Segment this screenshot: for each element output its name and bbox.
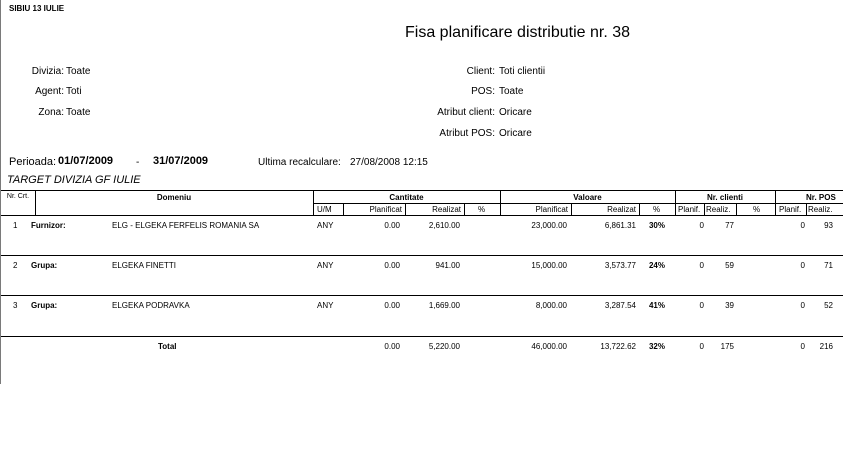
subheader-pos-realiz: Realiz.	[808, 205, 833, 214]
row-type: Grupa:	[31, 301, 58, 310]
row-name: ELGEKA PODRAVKA	[112, 301, 190, 310]
col-divider	[806, 203, 807, 215]
filter-label-agent: Agent:	[35, 86, 64, 97]
period-end: 31/07/2009	[153, 155, 209, 167]
row-cli-real: 77	[725, 221, 734, 230]
row-um: ANY	[317, 261, 334, 270]
row-name: ELG - ELGEKA FERFELIS ROMANIA SA	[112, 221, 260, 230]
row-val-real: 3,287.54	[604, 301, 636, 310]
row-val-plan: 23,000.00	[531, 221, 567, 230]
recalc-value: 27/08/2008 12:15	[350, 157, 428, 168]
row-cli-real: 39	[725, 301, 734, 310]
row-val-plan: 8,000.00	[535, 301, 567, 310]
header-nr-pos: Nr. POS	[806, 193, 836, 202]
row-nr: 2	[13, 261, 18, 270]
total-val-real: 13,722.62	[600, 342, 636, 351]
table-top-border	[1, 190, 843, 191]
total-cli-plan: 0	[699, 342, 704, 351]
row-um: ANY	[317, 301, 334, 310]
row-qty-real: 941.00	[435, 261, 460, 270]
total-separator	[1, 336, 843, 337]
row-pos-plan: 0	[800, 261, 805, 270]
row-pos-plan: 0	[800, 301, 805, 310]
row-qty-plan: 0.00	[384, 261, 400, 270]
total-val-plan: 46,000.00	[531, 342, 567, 351]
total-label: Total	[158, 342, 177, 351]
total-pos-plan: 0	[800, 342, 805, 351]
row-type: Furnizor:	[31, 221, 66, 230]
subheader-qty-planificat: Planificat	[369, 205, 402, 214]
target-title: TARGET DIVIZIA GF IULIE	[7, 174, 141, 186]
subheader-um: U/M	[317, 205, 332, 214]
header-bottom-border	[1, 215, 843, 216]
row-qty-plan: 0.00	[384, 301, 400, 310]
row-cli-real: 59	[725, 261, 734, 270]
row-um: ANY	[317, 221, 334, 230]
company-name: SIBIU 13 IULIE	[9, 4, 65, 13]
row-pos-real: 52	[824, 301, 833, 310]
col-divider	[464, 203, 465, 215]
total-qty-real: 5,220.00	[428, 342, 460, 351]
header-domeniu: Domeniu	[156, 193, 192, 202]
row-separator-1	[1, 255, 843, 256]
header-cantitate: Cantitate	[389, 193, 424, 202]
row-val-pct: 41%	[648, 301, 665, 310]
report-title: Fisa planificare distributie nr. 38	[405, 24, 630, 41]
subheader-val-pct: %	[653, 205, 661, 214]
filter-label-zona: Zona:	[38, 107, 64, 118]
subheader-cli-pct: %	[753, 205, 761, 214]
period-label: Perioada:	[9, 156, 57, 168]
total-cli-real: 175	[720, 342, 734, 351]
row-val-real: 3,573.77	[604, 261, 636, 270]
header-valoare: Valoare	[573, 193, 602, 202]
col-divider	[343, 203, 344, 215]
subheader-val-realizat: Realizat	[607, 205, 636, 214]
row-pos-plan: 0	[800, 221, 805, 230]
total-val-pct: 32%	[648, 342, 665, 351]
row-qty-real: 2,610.00	[428, 221, 460, 230]
filter-label-atribut-client: Atribut client:	[437, 107, 495, 118]
row-pos-real: 93	[824, 221, 833, 230]
subheader-pos-planif: Planif.	[779, 205, 802, 214]
recalc-label: Ultima recalculare:	[258, 157, 341, 168]
header-nr-crt: Nr. Crt.	[6, 193, 30, 200]
col-divider	[639, 203, 640, 215]
total-pos-real: 216	[819, 342, 833, 351]
filter-value-atribut-client: Oricare	[499, 107, 532, 118]
row-val-plan: 15,000.00	[531, 261, 567, 270]
row-val-pct: 24%	[648, 261, 665, 270]
filter-label-divizia: Divizia:	[31, 66, 64, 77]
col-divider	[736, 203, 737, 215]
subheader-cli-realiz: Realiz.	[706, 205, 731, 214]
filter-value-agent: Toti	[66, 86, 82, 97]
row-cli-plan: 0	[699, 261, 704, 270]
subheader-qty-pct: %	[478, 205, 486, 214]
header-divider	[313, 203, 843, 204]
filter-value-divizia: Toate	[66, 66, 91, 77]
col-divider	[405, 203, 406, 215]
row-separator-2	[1, 295, 843, 296]
row-nr: 1	[13, 221, 18, 230]
col-divider	[704, 203, 705, 215]
filter-label-client: Client:	[466, 66, 495, 77]
row-type: Grupa:	[31, 261, 58, 270]
subheader-qty-realizat: Realizat	[432, 205, 461, 214]
row-pos-real: 71	[824, 261, 833, 270]
row-qty-plan: 0.00	[384, 221, 400, 230]
period-separator: -	[136, 157, 140, 168]
filter-label-atribut-pos: Atribut POS:	[439, 128, 495, 139]
period-start: 01/07/2009	[58, 155, 114, 167]
col-divider	[571, 203, 572, 215]
filter-value-atribut-pos: Oricare	[499, 128, 532, 139]
row-val-pct: 30%	[648, 221, 665, 230]
total-qty-plan: 0.00	[384, 342, 400, 351]
subheader-cli-planif: Planif.	[678, 205, 701, 214]
row-cli-plan: 0	[699, 301, 704, 310]
row-cli-plan: 0	[699, 221, 704, 230]
row-val-real: 6,861.31	[604, 221, 636, 230]
filter-value-client: Toti clientii	[499, 66, 546, 77]
filter-value-pos: Toate	[499, 86, 524, 97]
filter-value-zona: Toate	[66, 107, 91, 118]
row-qty-real: 1,669.00	[428, 301, 460, 310]
row-name: ELGEKA FINETTI	[112, 261, 177, 270]
subheader-val-planificat: Planificat	[535, 205, 568, 214]
header-nr-clienti: Nr. clienti	[706, 193, 743, 202]
row-nr: 3	[13, 301, 18, 310]
filter-label-pos: POS:	[471, 86, 495, 97]
